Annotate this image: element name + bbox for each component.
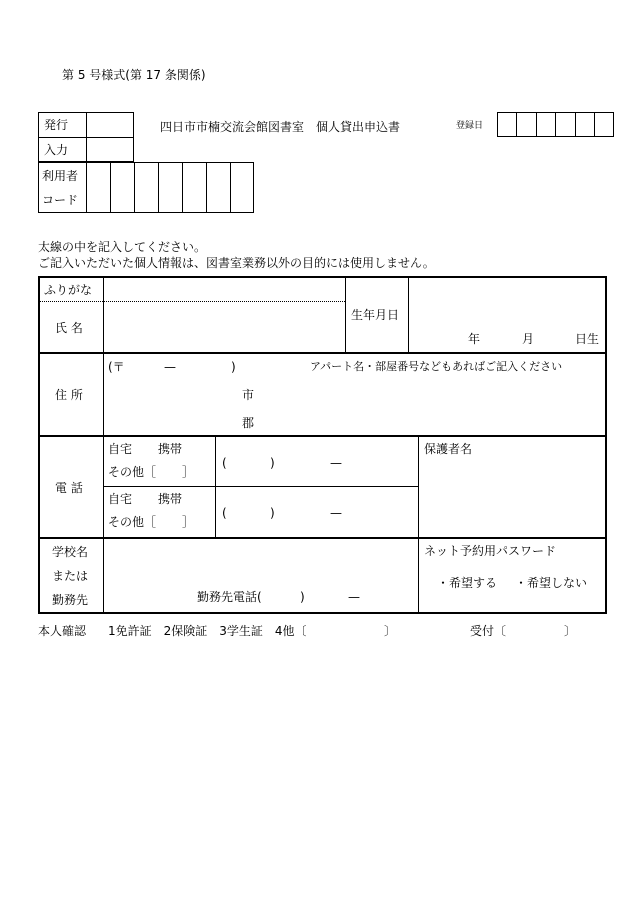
city-label: 市 [242,388,255,402]
phone1-other-close: ］ [182,465,195,479]
birth-date-label: 生年月日 [351,308,400,322]
address-label: 住 所 [55,388,83,402]
birth-year-label: 年 [468,332,481,346]
phone1-number-field[interactable] [216,437,417,485]
address-note: アパート名・部屋番号などもあればご記入ください [310,360,563,373]
postal-open: (〒 [108,360,125,374]
furigana-field[interactable] [104,278,344,300]
phone1-mobile-option[interactable]: 携帯 [158,442,183,456]
phone1-paren-close: ) [270,456,275,470]
phone2-dash: — [330,506,342,520]
input-label: 入力 [44,143,69,157]
guardian-field[interactable] [419,460,606,536]
instruction-line-1: 太線の中を記入してください。 [38,240,207,254]
name-label: 氏 名 [55,321,83,335]
school-label-1: 学校名 [52,545,89,559]
county-label: 郡 [242,416,255,430]
phone2-number-field[interactable] [216,488,417,536]
work-phone-close: ) [300,590,305,604]
phone1-other-option[interactable]: その他［ [108,465,157,479]
furigana-label: ふりがな [44,283,93,297]
phone1-dash: — [330,456,342,470]
work-phone-label: 勤務先電話( [197,590,262,604]
phone2-paren-close: ) [270,506,275,520]
user-code-label-2: コード [42,193,79,207]
instruction-line-2: ご記入いただいた個人情報は、図書室業務以外の目的には使用しません。 [38,256,435,270]
postal-dash: — [164,360,176,374]
phone2-home-option[interactable]: 自宅 [108,492,133,506]
phone2-other-close: ］ [182,515,195,529]
issue-label: 発行 [44,118,69,132]
guardian-label: 保護者名 [424,442,473,456]
user-code-label-1: 利用者 [42,169,79,183]
registration-date-label: 登録日 [456,121,484,131]
phone1-home-option[interactable]: 自宅 [108,442,133,456]
birth-month-label: 月 [522,332,535,346]
net-password-label: ネット予約用パスワード [424,544,557,558]
phone1-paren-open: ( [222,456,227,470]
password-wish-yes[interactable]: ・希望する [437,576,498,590]
password-wish-no[interactable]: ・希望しない [515,576,588,590]
phone2-paren-open: ( [222,506,227,520]
phone2-mobile-option[interactable]: 携帯 [158,492,183,506]
phone-label: 電 話 [55,481,83,495]
identity-options-close: 〕 [384,624,397,638]
received-label: 受付〔 [470,624,507,638]
identity-check-label: 本人確認 [38,624,87,638]
postal-close: ) [231,360,236,374]
school-label-3: 勤務先 [52,593,89,607]
name-field[interactable] [104,303,344,351]
form-title: 四日市市楠交流会館図書室 個人貸出申込書 [160,120,401,134]
form-number: 第 5 号様式(第 17 条関係) [62,68,206,82]
identity-options: 1免許証 2保険証 3学生証 4他〔 [108,624,307,638]
work-phone-dash: — [348,590,360,604]
school-workplace-field[interactable] [104,539,417,583]
birth-day-label: 日生 [575,332,600,346]
school-label-2: または [52,569,89,583]
phone2-other-option[interactable]: その他［ [108,515,157,529]
received-close: 〕 [564,624,577,638]
